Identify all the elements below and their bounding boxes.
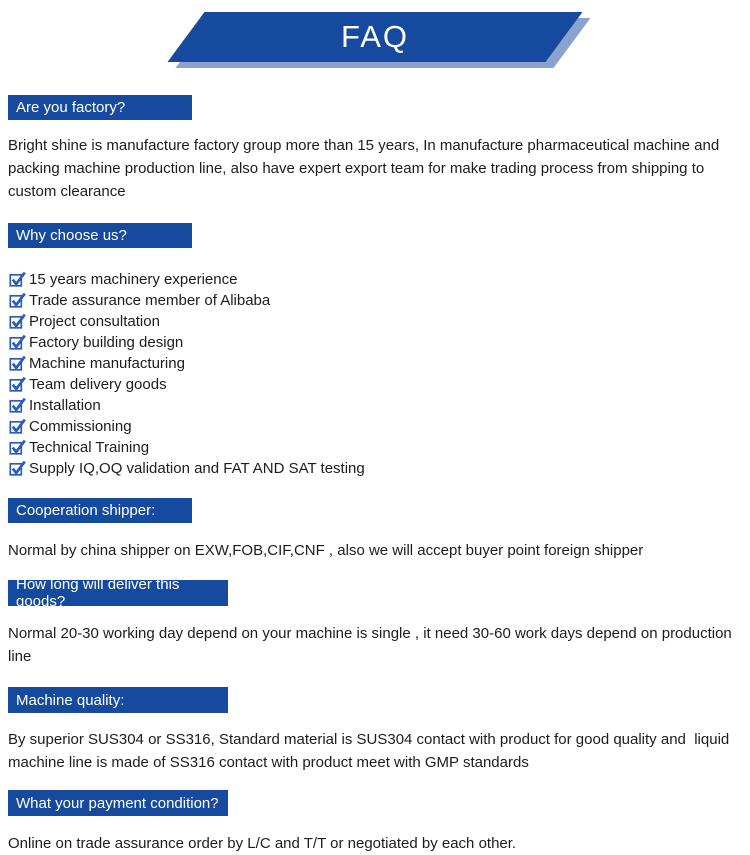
faq-banner-title: FAQ — [340, 19, 409, 54]
section-body-cooperation-shipper: Normal by china shipper on EXW,FOB,CIF,CNF , also we will accept buyer point foreign shipper — [8, 542, 644, 559]
checklist-item-label: Project consultation — [29, 313, 160, 330]
section-heading-label: Cooperation shipper: — [16, 502, 156, 519]
checkbox-check-icon — [9, 376, 26, 393]
section-heading-label: Machine quality: — [16, 691, 125, 709]
checklist-item-label: 15 years machinery experience — [29, 271, 238, 288]
checkbox-check-icon — [9, 418, 26, 435]
checklist-item — [9, 311, 750, 332]
checkbox-check-icon — [9, 397, 26, 414]
checklist-item — [9, 458, 750, 479]
faq-banner — [0, 0, 750, 74]
checklist-item — [9, 416, 750, 437]
checkbox-check-icon — [9, 271, 26, 288]
checklist-item-label: Supply IQ,OQ validation and FAT AND SAT testing — [29, 460, 365, 477]
checklist-item-label: Trade assurance member of Alibaba — [29, 292, 271, 309]
checkbox-check-icon — [9, 439, 26, 456]
section-heading-label: Are you factory? — [16, 99, 126, 116]
faq-banner-ribbon — [168, 12, 583, 62]
checklist-item-label: Commissioning — [29, 418, 132, 435]
checklist-item-label: Technical Training — [29, 439, 150, 456]
section-body-payment-condition: Online on trade assurance order by L/C and T/T or negotiated by each other. — [8, 835, 517, 852]
checkbox-check-icon — [9, 460, 26, 477]
checklist-item-label: Team delivery goods — [29, 376, 167, 393]
checklist-item-label: Machine manufacturing — [29, 355, 185, 372]
why-choose-us-checklist — [0, 269, 750, 479]
section-heading-machine-quality — [8, 687, 228, 713]
section-heading-label: How long will deliver this goods? — [16, 576, 180, 610]
section-heading-are-you-factory — [8, 95, 192, 120]
checklist-item — [9, 374, 750, 395]
checklist-item-label: Installation — [29, 397, 101, 414]
section-heading-label: Why choose us? — [16, 227, 127, 244]
checkbox-check-icon — [9, 292, 26, 309]
checklist-item — [9, 353, 750, 374]
section-heading-why-choose-us — [8, 223, 192, 248]
checklist-item — [9, 395, 750, 416]
checklist-item — [9, 332, 750, 353]
checkbox-check-icon — [9, 355, 26, 372]
section-body-are-you-factory: Bright shine is manufacture factory group more than 15 years, In manufacture pharmaceutical machine and packing machine production line, also have expert export team for make trading process from shipping to custom clearance — [8, 137, 724, 200]
checklist-item — [9, 437, 750, 458]
section-body-machine-quality: By superior SUS304 or SS316, Standard material is SUS304 contact with product for good quality and liquid machine line is made of SS316 contact with product meet with GMP standards — [8, 731, 734, 771]
checklist-item — [9, 269, 750, 290]
section-heading-cooperation-shipper — [8, 498, 192, 523]
section-heading-delivery-time — [8, 576, 228, 610]
checklist-item-label: Factory building design — [29, 334, 184, 351]
checkbox-check-icon — [9, 334, 26, 351]
section-body-delivery-time: Normal 20-30 working day depend on your machine is single , it need 30-60 work days depend on production line — [8, 625, 736, 665]
checkbox-check-icon — [9, 313, 26, 330]
section-heading-label: What your payment condition? — [16, 794, 219, 812]
checklist-item — [9, 290, 750, 311]
section-heading-payment-condition — [8, 790, 228, 816]
